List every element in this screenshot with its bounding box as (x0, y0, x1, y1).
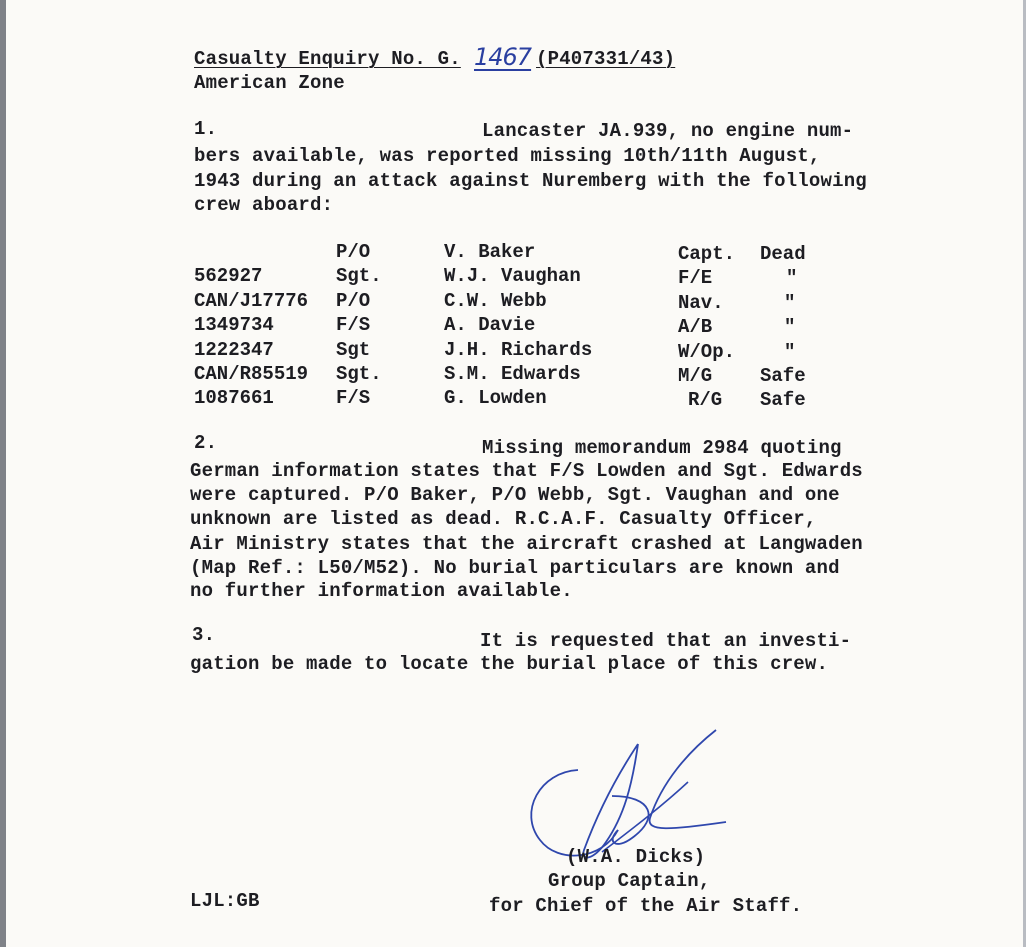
para2-line: unknown are listed as dead. R.C.A.F. Casualty Officer, (190, 508, 817, 530)
crew-status: Safe (760, 365, 806, 388)
crew-rank: F/S (336, 314, 371, 337)
enquiry-reference: (P407331/43) (536, 48, 676, 70)
para3-line: It is requested that an investi- (480, 630, 852, 652)
para2-line: Air Ministry states that the aircraft crashed at Langwaden (190, 533, 863, 555)
crew-role: Capt. (678, 243, 736, 265)
crew-statuses (760, 242, 806, 413)
crew-service-no: 1349734 (194, 314, 274, 337)
para1-line: bers available, was reported missing 10th/11th August, (194, 145, 821, 167)
crew-names (444, 240, 592, 411)
crew-status: " (784, 316, 796, 339)
crew-status: " (784, 340, 796, 363)
para2-line: German information states that F/S Lowden and Sgt. Edwards (190, 460, 863, 482)
handwritten-enquiry-number: 1467 (474, 43, 532, 71)
enquiry-title: Casualty Enquiry No. G. (194, 48, 461, 70)
para3-number: 3. (192, 624, 216, 646)
crew-name: W.J. Vaughan (444, 265, 581, 288)
para2-line: (Map Ref.: L50/M52). No burial particulars are known and (190, 557, 840, 579)
crew-name: J.H. Richards (444, 338, 593, 361)
crew-status: " (784, 291, 796, 314)
crew-role: R/G (688, 389, 723, 412)
para2-line: Missing memorandum 2984 quoting (482, 437, 842, 459)
crew-status: Safe (760, 389, 806, 412)
crew-rank: Sgt. (336, 363, 382, 386)
para2-number: 2. (194, 432, 218, 454)
para1-number: 1. (194, 118, 218, 140)
crew-service-no: 562927 (194, 265, 263, 288)
crew-rank: P/O (336, 289, 371, 312)
crew-role: M/G (678, 365, 713, 388)
crew-service-no: CAN/J17776 (194, 289, 309, 312)
crew-role: A/B (678, 316, 713, 339)
crew-rank: P/O (336, 241, 371, 263)
crew-name: V. Baker (444, 241, 536, 263)
crew-name: S.M. Edwards (444, 363, 581, 386)
crew-role: W/Op. (678, 340, 736, 363)
para1-line: Lancaster JA.939, no engine num- (482, 120, 854, 142)
crew-rank: Sgt. (336, 265, 382, 288)
crew-status: Dead (760, 243, 806, 265)
crew-role: F/E (678, 267, 713, 290)
crew-name: G. Lowden (444, 387, 547, 410)
para2-line: were captured. P/O Baker, P/O Webb, Sgt. Vaughan and one (190, 484, 840, 506)
crew-ranks (336, 240, 382, 411)
crew-service-no: CAN/R85519 (194, 363, 309, 386)
zone-label: American Zone (194, 72, 345, 94)
para2-line: no further information available. (190, 580, 573, 602)
crew-rank: F/S (336, 387, 371, 410)
para3-line: gation be made to locate the burial place of this crew. (190, 653, 829, 675)
crew-rank: Sgt (336, 338, 371, 361)
crew-status: " (786, 267, 798, 290)
signatory-rank: Group Captain, (548, 870, 711, 892)
para1-line: crew aboard: (194, 194, 334, 216)
crew-service-no: 1222347 (194, 338, 274, 361)
crew-service-numbers (194, 240, 308, 411)
para1-line: 1943 during an attack against Nuremberg with the following (194, 170, 867, 192)
crew-role: Nav. (678, 291, 724, 314)
crew-service-no: 1087661 (194, 387, 274, 410)
crew-name: C.W. Webb (444, 289, 547, 312)
scan-edge-left (0, 0, 6, 947)
signatory-name: (W.A. Dicks) (566, 846, 706, 868)
signatory-title: for Chief of the Air Staff. (489, 895, 803, 917)
reference-initials: LJL:GB (190, 890, 260, 912)
crew-name: A. Davie (444, 314, 536, 337)
crew-roles (678, 242, 735, 413)
